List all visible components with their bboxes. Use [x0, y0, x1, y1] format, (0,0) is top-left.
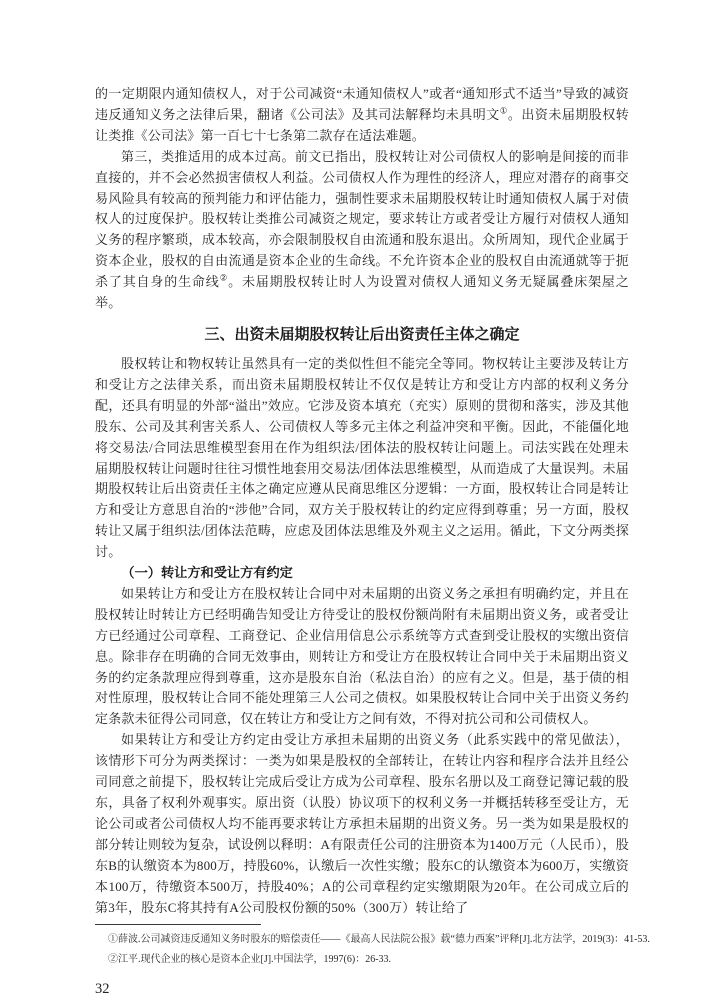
footnote-ref: ②: [219, 272, 229, 283]
footnote-separator: [95, 924, 261, 925]
footnote: ②江平.现代企业的核心是资本企业[J].中国法学，1997(6)：26-33.: [108, 953, 392, 965]
article-body: [95, 84, 629, 918]
paragraph: 股权转让和物权转让虽然具有一定的类似性但不能完全等同。物权转让主要涉及转让方和受让方之法律关系，而出资未届期股权转让不仅仅是转让方和受让方内部的权利义务分配，还具有明显的外部“溢出”效应。它涉及资本填充（充实）原则的贯彻和落实，涉及其他股东、公司及其利害关系人、公司债权人等多元主体之利益冲突和平衡。因此，不能僵化地将交易法/合同法思维模型套用在作为组织法/团体法的股权转让问题上。司法实践在处理未届期股权转让问题时往往习惯性地套用交易法/团体法思维模型，从而造成了大量误判。未届期股权转让后出资责任主体之确定应遵从民商思维区分逻辑：一方面，股权转让合同是转让方和受让方意思自治的“涉他”合同，双方关于股权转让的约定应得到尊重；另一方面，股权转让又属于组织法/团体法范畴，应虑及团体法思维及外观主义之运用。循此，下文分两类探讨。: [95, 355, 629, 560]
section-heading: 三、出资未届期股权转让后出资责任主体之确定: [204, 325, 520, 343]
page-number: 32: [95, 981, 110, 998]
paragraph: 如果转让方和受让方在股权转让合同中对未届期的出资义务之承担有明确约定，并且在股权转让时转让方已经明确告知受让方待受让的股权份额尚附有未届期出资义务，或者受让方已经通过公司章程、工商登记、企业信用信息公示系统等方式查到受让股权的实缴出资信息。除非存在明确的合同无效事由，则转让方和受让方在股权转让合同中关于未届期出资义务的约定条款理应得到尊重，这亦是股东自治（私法自治）的应有之义。但是，基于债的相对性原理，股权转让合同不能处理第三人公司之债权。如果股权转让合同中关于出资义务约定条款未征得公司同意，仅在转让方和受让方之间有效，不得对抗公司和公司债权人。: [95, 585, 629, 727]
paragraph: 的一定期限内通知债权人，对于公司减资“未通知债权人”或者“通知形式不适当”导致的减资违反通知义务之法律后果，翻诸《公司法》及其司法解释均未具明文①。出资未届期股权转让类推《公司法》第一百七十七条第二款存在适法难题。: [95, 86, 629, 143]
footnotes-section: [95, 924, 650, 969]
paragraph: 如果转让方和受让方约定由受让方承担未届期的出资义务（此系实践中的常见做法），该情形下可分为两类探讨：一类为如果是股权的全部转让，在转让内容和程序合法并且经公司同意之前提下，股权转让完成后受让方成为公司章程、股东名册以及工商登记簿记载的股东，具备了权利外观事实。原出资（认股）协议项下的权利义务一并概括转移至受让方，无论公司或者公司债权人均不能再要求转让方承担未届期的出资义务。另一类为如果是股权的部分转让则较为复杂，试设例以释明：A有限责任公司的注册资本为1400万元（人民币），股东B的认缴资本为800万，持股60%，认缴后一次性实缴；股东C的认缴资本为600万，实缴资本100万，待缴资本500万，持股40%；A的公司章程约定实缴期限为20年。在公司成立后的第3年，股东C将其持有A公司股权份额的50%（300万）转让给了: [95, 732, 629, 915]
sub-heading: （一）转让方和受让方有约定: [121, 565, 293, 581]
page-content: [95, 84, 650, 998]
footnote-ref: ①: [499, 105, 508, 116]
footnote: ①薛波.公司减资违反通知义务时股东的赔偿责任——《最高人民法院公报》载“德力西案”评释[J].北方法学，2019(3)：41-53.: [108, 934, 650, 946]
paragraph: 第三，类推适用的成本过高。前文已指出，股权转让对公司债权人的影响是间接的而非直接的，并不会必然损害债权人利益。公司债权人作为理性的经济人，理应对潜存的商事交易风险具有较高的预判能力和评估能力，强制性要求未届期股权转让时通知债权人属于对债权人的过度保护。股权转让类推公司减资之规定，要求转让方或者受让方履行对债权人通知义务的程序繁琐，成本较高，亦会限制股权自由流通和股东退出。众所周知，现代企业属于资本企业，股权的自由流通是资本企业的生命线。不允许资本企业的股权自由流通就等于扼杀了其自身的生命线②。未届期股权转让时人为设置对债权人通知义务无疑属叠床架屋之举。: [95, 148, 629, 311]
footnote-list: [95, 930, 650, 969]
